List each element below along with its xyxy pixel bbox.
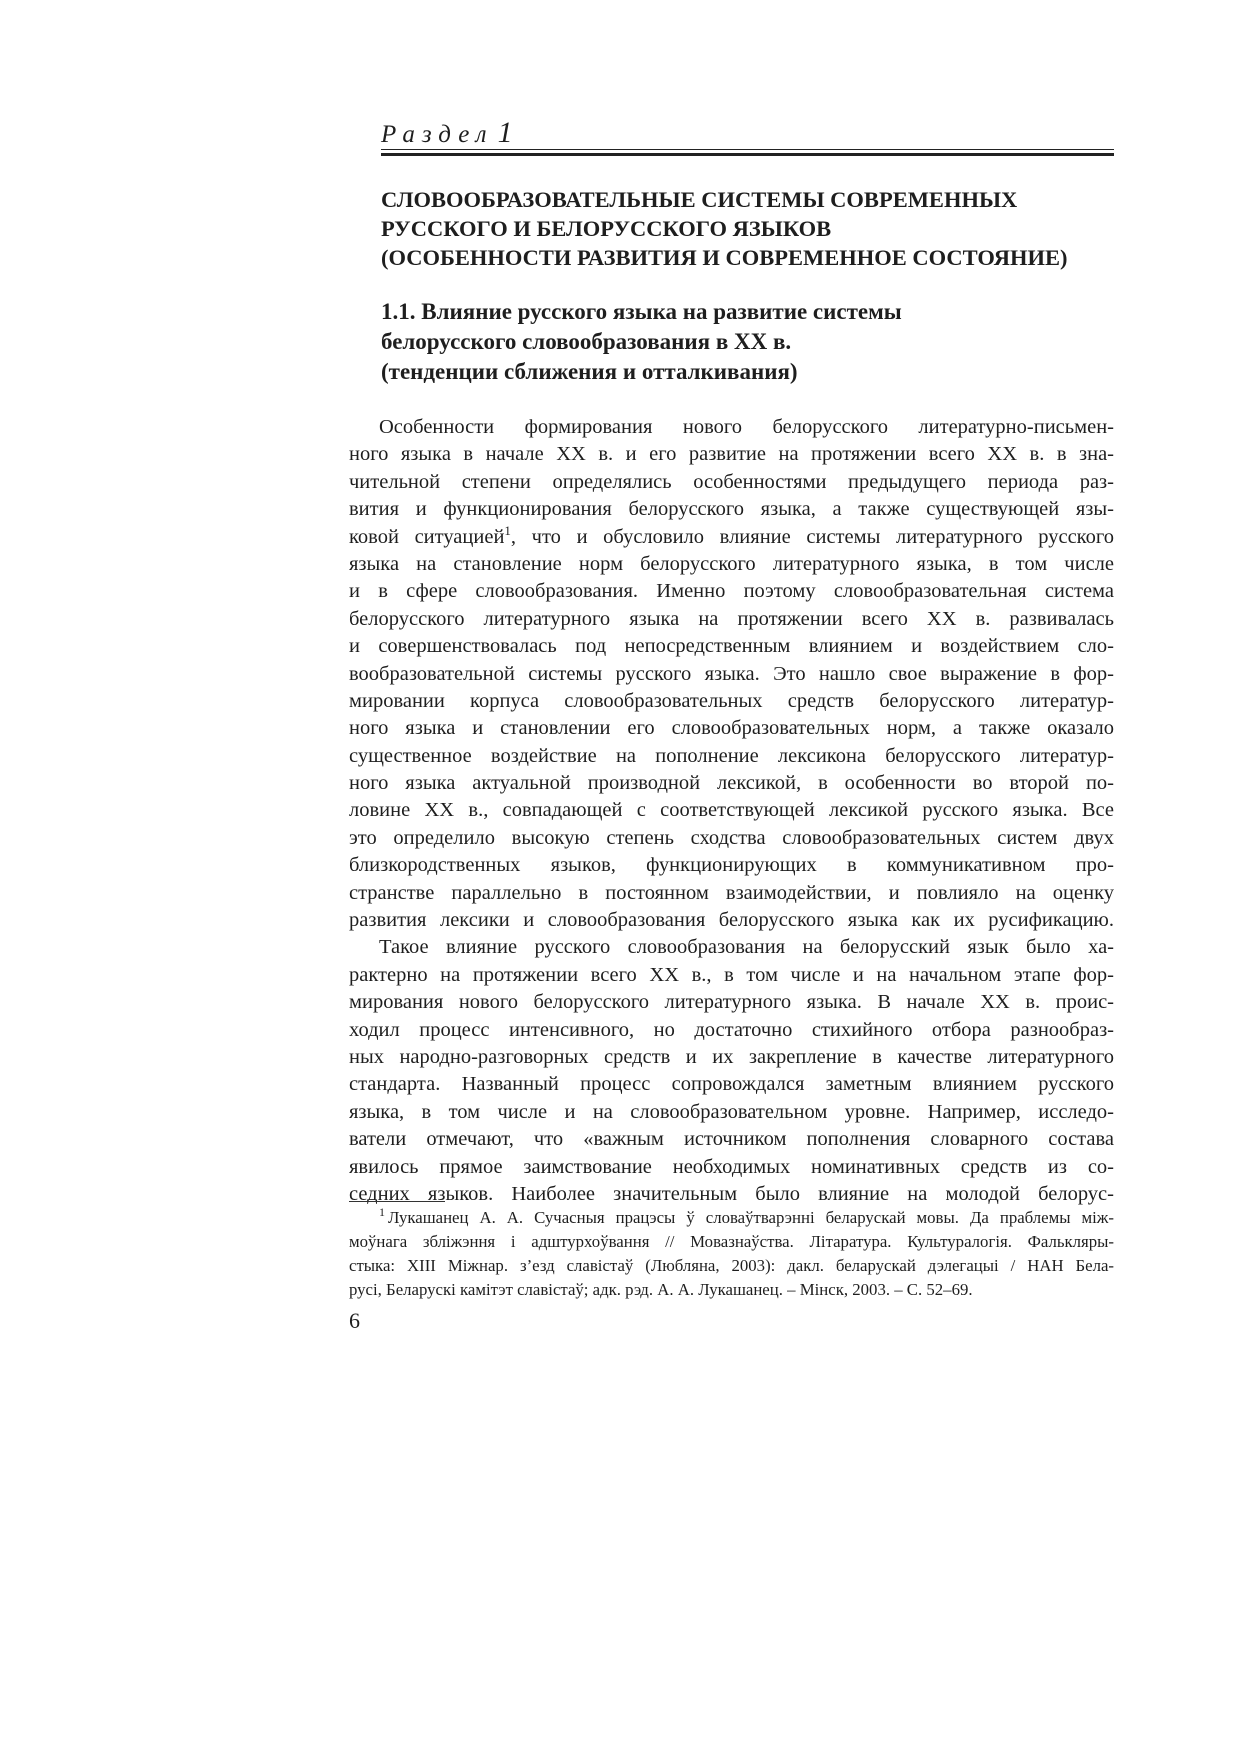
text-line: языка на становление норм белорусского литературного языка, в том числе: [349, 552, 1114, 575]
text-line: [349, 524, 1114, 551]
text-line: стандарта. Названный процесс сопровождался заметным влиянием русского: [349, 1073, 1114, 1096]
text-line: развития лексики и словообразования белорусского языка как их русификацию.: [349, 909, 1114, 932]
page-number: 6: [349, 1308, 360, 1333]
text-line: ного языка актуальной производной лексикой, в особенности во второй по-: [349, 772, 1114, 795]
text-line: и совершенствовалась под непосредственным влиянием и воздействием сло-: [349, 635, 1114, 658]
text-line: Особенности формирования нового белорусского литературно-письмен-: [379, 416, 1114, 438]
text-line: седних языков. Наиболее значительным было влияние на молодой белорус-: [349, 1182, 1114, 1205]
chapter-title-line: РУССКОГО И БЕЛОРУССКОГО ЯЗЫКОВ: [381, 216, 832, 241]
section-label-text: Раздел: [381, 121, 494, 148]
footnote-reference[interactable]: 1: [504, 522, 511, 538]
text-line: это определило высокую степень сходства словообразовательных систем двух: [349, 826, 1114, 849]
footnote-line: моўнага зблiжэння і адштурхоўвання // Мовазнаўства. Літаратура. Культуралогія. Фалькляры-: [349, 1232, 1114, 1251]
text-line: ного языка и становлении его словообразовательных норм, а также оказало: [349, 717, 1114, 740]
header-rule-thick: [381, 153, 1114, 156]
text-line: ного языка в начале XX в. и его развитие на протяжении всего XX в. в зна-: [349, 443, 1114, 466]
text-line: странстве параллельно в постоянном взаимодействии, и повлияло на оценку: [349, 881, 1114, 904]
subsection-title: [381, 297, 1114, 387]
section-number: 1: [497, 116, 513, 149]
text-line: ходил процесс интенсивного, но достаточно стихийного отбора разнообраз-: [349, 1018, 1114, 1041]
footnote-text: Лукашанец А. А. Сучасныя працэсы ў словаўтварэнні беларускай мовы. Да праблемы між-: [388, 1208, 1114, 1227]
subsection-title-line: белорусского словообразования в XX в.: [381, 329, 792, 354]
chapter-title-line: (ОСОБЕННОСТИ РАЗВИТИЯ И СОВРЕМЕННОЕ СОСТОЯНИЕ): [381, 245, 1068, 270]
text-line: мировании корпуса словообразовательных средств белорусского литератур-: [349, 689, 1114, 712]
section-label: [381, 116, 513, 152]
text-segment: ковой ситуацией: [349, 525, 505, 548]
subsection-title-line: 1.1. Влияние русского языка на развитие системы: [381, 299, 902, 324]
text-line: вития и функционирования белорусского языка, а также существующей язы-: [349, 498, 1114, 521]
text-line: и в сфере словообразования. Именно поэтому словообразовательная система: [349, 580, 1114, 603]
text-line: явилось прямое заимствование необходимых номинативных средств из со-: [349, 1155, 1114, 1178]
body-text: [349, 414, 1114, 1208]
chapter-title-line: СЛОВООБРАЗОВАТЕЛЬНЫЕ СИСТЕМЫ СОВРЕМЕННЫХ: [381, 187, 1018, 212]
paragraph: [349, 414, 1114, 934]
header-rule-thin: [381, 149, 1114, 150]
footnote-separator: [349, 1201, 445, 1202]
text-line: ных народно-разговорных средств и их закрепление в качестве литературного: [349, 1045, 1114, 1068]
paragraph: [349, 934, 1114, 1208]
text-line: чительной степени определялись особенностями предыдущего периода раз-: [349, 470, 1114, 493]
section-header: [381, 116, 1114, 160]
text-line: ватели отмечают, что «важным источником пополнения словарного состава: [349, 1128, 1114, 1151]
footnote: [349, 1206, 1114, 1302]
text-line: близкородственных языков, функционирующих в коммуникативном про-: [349, 854, 1114, 877]
text-line: Такое влияние русского словообразования на белорусский язык было ха-: [379, 936, 1114, 959]
text-line: ловине XX в., совпадающей с соответствующей лексикой русского языка. Все: [349, 799, 1114, 822]
footnote-number: 1: [379, 1205, 385, 1220]
text-line: белорусского литературного языка на протяжении всего XX в. развивалась: [349, 607, 1114, 630]
text-line: вообразовательной системы русского языка. Это нашло свое выражение в фор-: [349, 662, 1114, 685]
text-segment: , что и обусловило влияние системы литературного русского: [510, 525, 1114, 548]
text-line: мирования нового белорусского литературного языка. В начале XX в. проис-: [349, 991, 1114, 1014]
footnote-line: стыка: XIII Міжнар. з’езд славістаў (Любляна, 2003): дакл. беларускай дэлегацыі / НАН Бела-: [349, 1256, 1114, 1275]
chapter-title: [381, 185, 1114, 272]
text-line: рактерно на протяжении всего XX в., в том числе и на начальном этапе фор-: [349, 963, 1114, 986]
subsection-title-line: (тенденции сближения и отталкивания): [381, 359, 798, 384]
footnote-line: [349, 1206, 1114, 1230]
text-line: существенное воздействие на пополнение лексикона белорусского литератур-: [349, 744, 1114, 767]
footnote-line: русі, Беларускі камітэт славістаў; адк. рэд. А. А. Лукашанец. – Мінск, 2003. – С. 52–69.: [349, 1280, 973, 1299]
text-line: языка, в том числе и на словообразовательном уровне. Например, исследо-: [349, 1100, 1114, 1123]
